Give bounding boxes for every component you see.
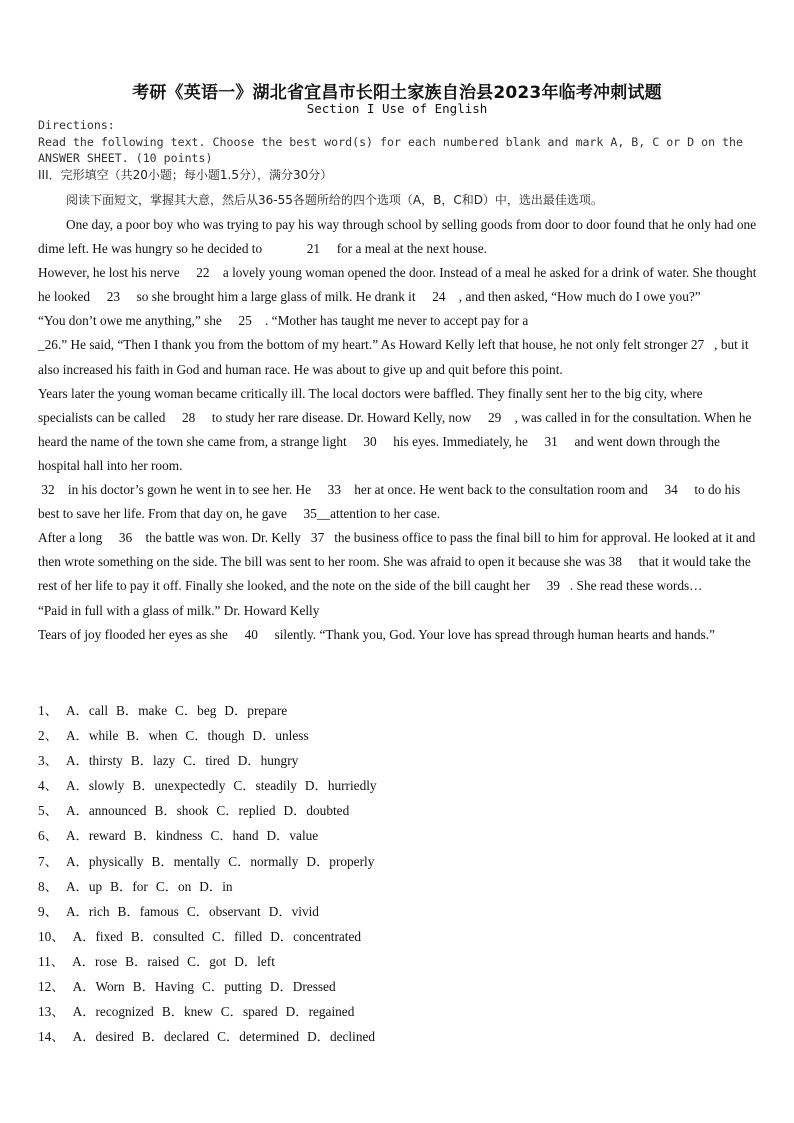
question-number: 7、 [38,853,58,869]
option-b: B．when [126,728,178,744]
passage-text: to study her rare disease. Dr. Howard Kelly, now [211,409,472,425]
blank-number: 21 [306,241,321,257]
part-heading: III．完形填空（共20小题；每小题1.5分），满分30分） [38,168,333,182]
option-d: D．regained [285,1004,355,1020]
question-number: 10、 [38,928,65,944]
passage-text: silently. “Thank you, God. Your love has spread through human hearts and hands.” [274,626,715,642]
passage-paragraph [38,309,760,333]
section-heading: Section I Use of English [306,101,488,116]
blank-number: 39 [546,578,560,594]
option-c: C．hand [210,828,259,844]
passage-text: that it would take the rest of her life to pay it off. Finally she looked, and the note on the side of the bill caught her [38,554,751,594]
question-item [38,899,758,924]
option-d: D．hungry [237,753,299,769]
passage-paragraph [38,478,760,526]
question-number: 6、 [38,828,58,844]
passage-text: attention to her case. [330,506,441,522]
question-item [38,723,758,748]
question-number: 9、 [38,903,58,919]
option-a: A．thirsty [65,753,123,769]
blank-number: 28 [182,409,196,425]
option-a: A．rich [65,903,110,919]
option-b: B．raised [125,953,180,969]
passage-paragraph [38,333,760,381]
blank-number: 38 [608,554,622,570]
blank-number: 23 [106,289,120,305]
question-item [38,974,758,999]
option-a: A．while [65,728,119,744]
option-d: D．left [234,953,275,969]
option-d: D．prepare [224,703,288,718]
blank-number: 34 [664,482,678,498]
question-item [38,949,758,974]
passage-text: in his doctor’s gown he went in to see her. He [67,482,312,498]
blank-number: 36 [118,530,133,546]
option-b: B．mentally [151,853,221,869]
directions-label: Directions: [38,118,115,132]
page-title: 考研《英语一》湖北省宜昌市长阳土家族自治县2023年临考冲刺试题 [132,83,662,103]
blank-number: 22 [196,265,210,281]
instruction-text: 阅读下面短文，掌握其大意，然后从36-55各题所给的四个选项（A，B，C和D）中，选出最佳选项。 [66,193,603,207]
blank-number: 33 [327,482,341,498]
option-c: C．determined [217,1029,300,1045]
question-number: 13、 [38,1004,65,1020]
question-item [38,1024,758,1049]
passage-text: a lovely young woman opened the door. Instead of a meal he asked for a drink of water. She thought he looked [38,265,757,305]
passage-text: so she brought him a large glass of milk. He drank it [136,289,416,305]
passage-paragraph [38,261,760,309]
option-d: D．concentrated [270,928,362,944]
passage-text: and went down through the hospital hall into her room. [38,433,720,473]
passage-paragraph [38,623,760,647]
option-d: D．unless [252,728,309,744]
option-b: B．consulted [130,928,204,944]
option-b: B．shook [154,803,209,819]
passage-text: However, he lost his nerve [38,265,180,281]
passage-text: . She read these words… [569,578,703,594]
option-c: C．normally [228,853,299,869]
blank-number: 35__ [303,506,331,522]
question-number: 5、 [38,803,58,819]
directions-text: Read the following text. Choose the best word(s) for each numbered blank and mark A, B, C or D on the ANSWER SHEET. (10 points) [38,135,743,165]
question-item [38,698,758,723]
question-item [38,773,758,798]
blank-number: 29 [488,409,502,425]
blank-number: 31 [544,433,558,449]
option-a: A．rose [72,953,118,969]
option-d: D．declined [307,1029,376,1045]
question-item [38,798,758,823]
passage-text: for a meal at the next house. [336,241,487,257]
option-d: D．doubted [283,803,350,819]
passage-text: Tears of joy flooded her eyes as she [38,626,228,642]
blank-number: 37 [310,530,325,546]
option-a: A．fixed [72,928,123,944]
cloze-passage [38,213,760,647]
passage-text: . “Mother has taught me never to accept pay for a [265,313,529,329]
question-number: 2、 [38,728,58,744]
passage-paragraph [38,599,760,623]
passage-text: .” He said, “Then I thank you from the bottom of my heart.” As Howard Kelly left that house, he not only felt stronger [57,337,688,353]
question-number: 11、 [38,953,65,969]
option-a: A．slowly [65,778,125,794]
option-c: C．beg [175,703,217,718]
option-b: B．kindness [133,828,203,844]
option-b: B．unexpectedly [132,778,226,794]
question-item [38,748,758,773]
option-b: B．lazy [130,753,176,769]
option-c: C．steadily [233,778,297,794]
passage-text: “You don’t owe me anything,” she [38,313,222,329]
option-a: A．Worn [72,979,125,995]
option-c: C．filled [211,928,263,944]
question-number: 4、 [38,778,58,794]
passage-text: the battle was won. Dr. Kelly [145,530,301,546]
option-c: C．replied [216,803,276,819]
option-b: B．for [110,878,148,894]
option-c: C．got [187,953,227,969]
passage-text: After a long [38,530,103,546]
question-number: 1、 [38,703,58,718]
blank-number: 27 [690,337,705,353]
option-c: C．spared [220,1004,278,1020]
blank-number: _26 [38,337,58,353]
passage-text: , was called in for the consultation. When he heard the name of the town she came from, a strange light [38,409,752,449]
option-c: C．tired [183,753,230,769]
option-b: B．knew [161,1004,213,1020]
option-c: C．observant [186,903,261,919]
question-number: 3、 [38,753,58,769]
passage-text: “Paid in full with a glass of milk.” Dr. Howard Kelly [38,602,320,618]
blank-number: 40 [244,626,258,642]
passage-paragraph [38,526,760,598]
option-a: A．physically [65,853,144,869]
passage-text: to do his best to save her life. From that day on, he gave [38,482,741,522]
option-b: B．Having [132,979,195,995]
question-list [38,698,758,1049]
question-number: 12、 [38,979,65,995]
option-d: D．hurriedly [304,778,377,794]
option-c: C．though [185,728,245,744]
option-a: A．reward [65,828,126,844]
question-number: 14、 [38,1029,65,1045]
question-item [38,874,758,899]
passage-text: her at once. He went back to the consultation room and [354,482,648,498]
question-number: 8、 [38,878,58,894]
option-c: C．on [155,878,192,894]
option-a: A．call [65,703,109,718]
passage-paragraph [38,213,760,261]
passage-text: the business office to pass the final bill to him for approval. He looked at it and then wrote something on the side. The bill was sent to her room. She was afraid to open it because she was [38,530,756,570]
option-a: A．desired [72,1029,134,1045]
question-item [38,849,758,874]
passage-text: One day, a poor boy who was trying to pay his way through school by selling goods from door to door found that he only had one dime left. He was hungry so he decided to [38,217,757,257]
question-item [38,999,758,1024]
option-a: A．up [65,878,103,894]
question-item [38,924,758,949]
passage-text: , and then asked, “How much do I owe you?” [458,289,701,305]
passage-text: Years later the young woman became critically ill. The local doctors were baffled. They finally sent her to the big city, where specialists can be called [38,385,703,425]
option-b: B．declared [141,1029,210,1045]
blank-number: 30 [363,433,377,449]
option-d: D．properly [306,853,375,869]
passage-text: , but it also increased his faith in God and human race. He was about to give up and quit before this point. [38,337,749,377]
option-d: D．vivid [268,903,319,919]
option-d: D．in [199,878,233,894]
passage-paragraph [38,382,760,478]
option-b: B．make [116,703,168,718]
blank-number: 25 [238,313,252,329]
option-c: C．putting [202,979,262,995]
option-a: A．recognized [72,1004,154,1020]
option-a: A．announced [65,803,147,819]
question-item [38,823,758,848]
blank-number: 24 [432,289,446,305]
passage-text: his eyes. Immediately, he [393,433,528,449]
option-d: D．Dressed [269,979,336,995]
option-b: B．famous [117,903,179,919]
blank-number: 32 [41,482,55,498]
option-d: D．value [266,828,319,844]
